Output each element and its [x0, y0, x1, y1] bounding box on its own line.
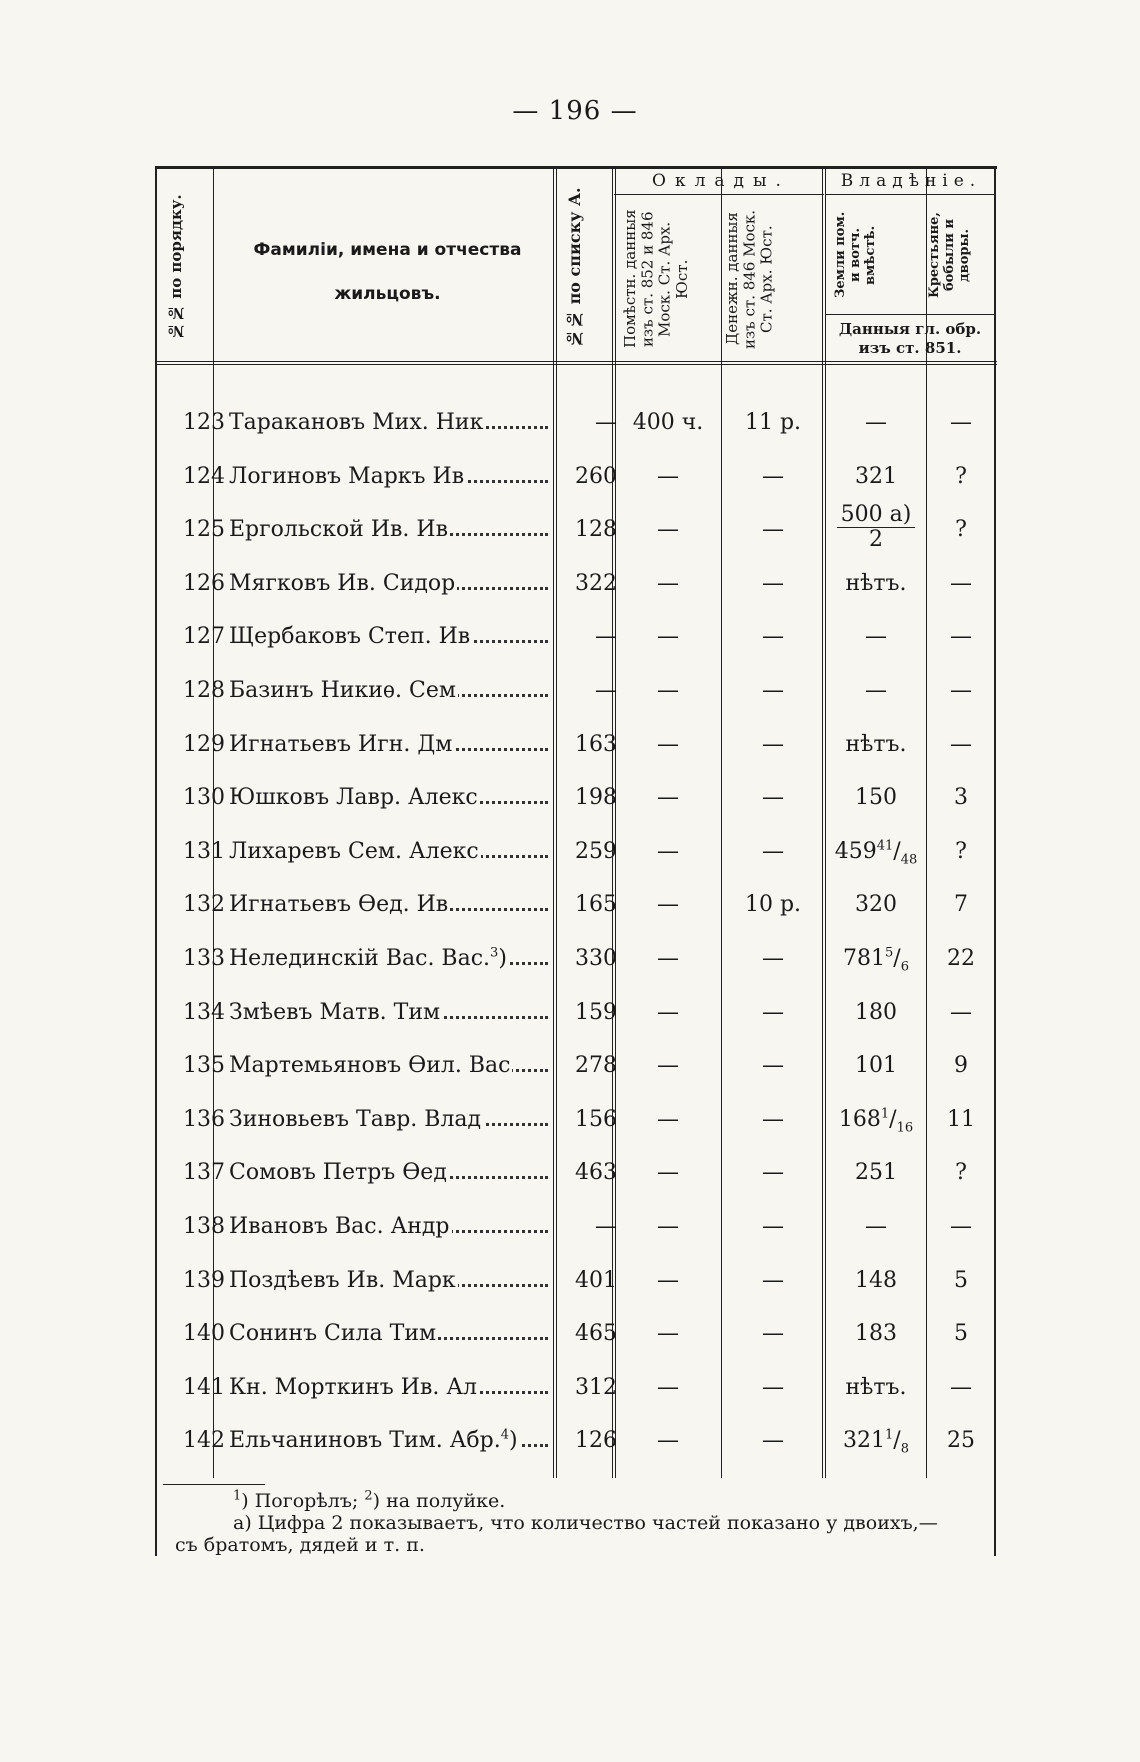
list-a-number: 198: [575, 785, 617, 811]
krestyane-value: ?: [955, 517, 967, 543]
list-a-number: —: [595, 410, 617, 435]
resident-name-text: [229, 892, 450, 917]
pomestn-oklad: —: [657, 463, 679, 489]
table-row: [155, 1043, 995, 1097]
denezh-oklad: —: [762, 678, 784, 703]
krestyane-value: 5: [954, 1267, 968, 1293]
resident-name-text: [229, 1107, 483, 1132]
resident-name: [229, 624, 554, 649]
krestyane-value: ?: [955, 1160, 967, 1186]
footnote-mark: 1: [233, 1488, 242, 1504]
list-a-number: 126: [575, 1428, 617, 1454]
resident-name-value: Мартемьяновъ Ѳил. Вас: [229, 1053, 511, 1079]
resident-name-value: Змѣевъ Матв. Тим: [229, 999, 441, 1025]
zemli-value: —: [865, 624, 887, 650]
pomestn-oklad: —: [657, 838, 679, 864]
footnote-a-line1: а) Цифра 2 показываетъ, что количество частей показано у двоихъ,—: [233, 1512, 938, 1534]
header-col-zemli: Земли пом. и вотч. вмѣстѣ.: [833, 211, 878, 299]
row-number: 132: [183, 892, 225, 918]
header-col-denezh: Денежн. данныя изъ ст. 846 Моск. Ст. Арх. Юст.: [723, 209, 776, 349]
pomestn-oklad: —: [657, 570, 679, 596]
pomestn-oklad: —: [657, 517, 679, 543]
table-row: [155, 990, 995, 1044]
krestyane-value: 22: [947, 946, 975, 971]
zemli-value: [825, 945, 927, 975]
resident-name: [229, 1000, 554, 1025]
pomestn-oklad: 400 ч.: [632, 410, 704, 435]
denezh-oklad: —: [762, 1428, 784, 1454]
krestyane-value: 5: [954, 1321, 968, 1347]
row-number: 142: [183, 1428, 225, 1454]
krestyane-value: —: [950, 1214, 972, 1239]
resident-name-text: [229, 464, 466, 489]
footnote-mark: 3: [490, 946, 499, 961]
zemli-value: нѣтъ.: [845, 570, 907, 596]
resident-name-value: Ельчаниновъ Тим. Абр.: [229, 1428, 501, 1454]
vladenie-group-rule: [826, 194, 994, 195]
pomestn-oklad: —: [657, 1428, 679, 1454]
resident-name-value: Сонинъ Сила Тим: [229, 1321, 437, 1347]
pomestn-oklad: —: [657, 1106, 679, 1132]
footnote-a-line2: съ братомъ, дядей и т. п.: [175, 1534, 425, 1556]
footnote-paren: ): [508, 1428, 518, 1454]
denezh-oklad: —: [762, 624, 784, 650]
zemli-numerator: 1: [885, 1428, 894, 1444]
resident-name: [229, 1321, 554, 1346]
resident-name: [229, 946, 554, 971]
denezh-oklad: —: [762, 517, 784, 543]
resident-name-text: [229, 1214, 452, 1239]
zemli-value: 320: [855, 892, 897, 918]
footnote-mark: 4: [500, 1428, 509, 1444]
resident-name-text: [229, 785, 480, 810]
list-a-number: 156: [575, 1106, 617, 1132]
resident-name-value: Игнатьевъ Ѳед. Ив: [229, 892, 449, 918]
zemli-denominator: 48: [900, 852, 918, 868]
table-row: [155, 614, 995, 668]
resident-name-text: [229, 1000, 442, 1025]
resident-name-text: [229, 732, 454, 757]
row-number: 128: [183, 678, 225, 703]
list-a-number: 463: [575, 1160, 617, 1186]
pomestn-oklad: —: [657, 946, 679, 971]
zemli-value: 148: [855, 1267, 897, 1293]
zemli-fraction: [837, 503, 916, 552]
footnote-text: ) Погорѣлъ;: [241, 1490, 365, 1512]
zemli-fraction-bottom: 2: [869, 527, 883, 553]
resident-name-text: [229, 678, 458, 703]
resident-name: [229, 732, 554, 757]
table-row: [155, 1418, 995, 1472]
resident-name: [229, 517, 554, 542]
table-top-border: [155, 166, 997, 169]
footnote-mark: 2: [364, 1488, 373, 1504]
zemli-whole: 459: [834, 838, 877, 864]
denezh-oklad: —: [762, 570, 784, 596]
row-number: 125: [183, 517, 225, 543]
pomestn-oklad: —: [657, 1160, 679, 1186]
table-row: [155, 829, 995, 883]
denezh-oklad: —: [762, 785, 784, 811]
footnote-rule: [163, 1484, 265, 1485]
list-a-number: 322: [575, 570, 617, 596]
pomestn-oklad: —: [657, 999, 679, 1025]
list-a-number: 163: [575, 731, 617, 757]
header-bottom-rule: [155, 361, 997, 365]
fraction-slash: /: [889, 1106, 897, 1132]
denezh-oklad: —: [762, 731, 784, 757]
list-a-number: 312: [575, 1374, 617, 1400]
resident-name: [229, 1268, 554, 1293]
resident-name: [229, 892, 554, 917]
resident-name-value: Логиновъ Маркъ Ив: [229, 463, 465, 489]
footnote-text: ) на полуйке.: [372, 1490, 506, 1512]
list-a-number: 330: [575, 946, 617, 971]
pomestn-oklad: —: [657, 892, 679, 918]
resident-name: [229, 410, 554, 435]
zemli-value: 101: [855, 1053, 897, 1079]
resident-name-text: [229, 1428, 520, 1453]
footnote-paren: ): [498, 946, 507, 971]
zemli-value: [825, 838, 927, 868]
table-row: [155, 668, 995, 722]
resident-name-value: Нелединскій Вас. Вас.: [229, 946, 491, 971]
resident-name: [229, 678, 554, 703]
denezh-oklad: —: [762, 946, 784, 971]
resident-name: [229, 464, 554, 489]
zemli-whole: 781: [843, 946, 885, 971]
krestyane-value: 25: [947, 1428, 975, 1454]
resident-name: [229, 1160, 554, 1185]
row-number: 129: [183, 731, 225, 757]
denezh-oklad: —: [762, 999, 784, 1025]
resident-name-text: [229, 839, 481, 864]
list-a-number: —: [595, 678, 617, 703]
resident-name-text: [229, 1375, 479, 1400]
pomestn-oklad: —: [657, 1374, 679, 1400]
table-row: [155, 561, 995, 615]
table-row: [155, 400, 995, 454]
row-number: 141: [183, 1374, 225, 1400]
resident-name-text: [229, 1053, 512, 1078]
denezh-oklad: 10 р.: [744, 892, 802, 918]
table-row: [155, 1150, 995, 1204]
zemli-denominator: 16: [896, 1120, 914, 1136]
zemli-numerator: 5: [885, 945, 894, 961]
table-row: [155, 775, 995, 829]
list-a-number: —: [595, 1214, 617, 1239]
zemli-value: 251: [855, 1160, 897, 1186]
resident-name-value: Зиновьевъ Тавр. Влад: [229, 1106, 482, 1132]
krestyane-value: —: [950, 410, 972, 435]
list-a-number: 259: [575, 838, 617, 864]
krestyane-value: 9: [954, 1053, 968, 1079]
resident-name: [229, 1428, 554, 1453]
footnote-1-2: [175, 1490, 990, 1512]
header-col-number: №№ по порядку.: [167, 194, 185, 341]
resident-name: [229, 1107, 554, 1132]
zemli-value: —: [865, 410, 887, 435]
row-number: 140: [183, 1321, 225, 1347]
krestyane-value: —: [950, 570, 972, 596]
denezh-oklad: —: [762, 1321, 784, 1347]
zemli-numerator: 41: [876, 838, 894, 854]
header-col-krestyane: Крестьяне, бобыли и дворы.: [927, 212, 972, 298]
row-number: 134: [183, 999, 225, 1025]
resident-name-text: [229, 410, 485, 435]
resident-name: [229, 785, 554, 810]
resident-name-value: Лихаревъ Сем. Алекс: [229, 838, 479, 864]
zemli-value: нѣтъ.: [845, 731, 907, 757]
fraction-slash: /: [893, 838, 901, 864]
row-number: 126: [183, 570, 225, 596]
list-a-number: 260: [575, 463, 617, 489]
resident-name-text: [229, 624, 472, 649]
table-row: [155, 1097, 995, 1151]
resident-name: [229, 839, 554, 864]
pomestn-oklad: —: [657, 1214, 679, 1239]
list-a-number: —: [595, 624, 617, 650]
krestyane-value: 7: [954, 892, 968, 918]
resident-name-value: Ергольской Ив. Ив: [229, 517, 448, 543]
resident-name: [229, 1375, 554, 1400]
table-row: [155, 882, 995, 936]
zemli-value: [825, 1106, 927, 1136]
resident-name-value: Кн. Морткинъ Ив. Ал: [229, 1374, 477, 1400]
header-group-oklady: Оклады.: [652, 171, 790, 191]
krestyane-value: ?: [955, 463, 967, 489]
krestyane-value: —: [950, 678, 972, 703]
pomestn-oklad: —: [657, 624, 679, 650]
row-number: 133: [183, 946, 225, 971]
resident-name: [229, 571, 554, 596]
list-a-number: 128: [575, 517, 617, 543]
resident-name-value: Игнатьевъ Игн. Дм: [229, 731, 453, 757]
denezh-oklad: —: [762, 1267, 784, 1293]
denezh-oklad: —: [762, 838, 784, 864]
resident-name-value: Базинъ Никиѳ. Сем: [229, 678, 456, 703]
resident-name-text: [229, 517, 450, 542]
krestyane-value: 11: [947, 1106, 975, 1132]
resident-name: [229, 1214, 554, 1239]
zemli-value: 180: [855, 999, 897, 1025]
resident-name-text: [229, 1268, 458, 1293]
denezh-oklad: 11 р.: [744, 410, 802, 435]
krestyane-value: —: [950, 624, 972, 650]
row-number: 138: [183, 1214, 225, 1239]
zemli-value: 183: [855, 1321, 897, 1347]
header-group-vladenie: Владѣніе.: [840, 171, 982, 191]
vladenie-sub-rule: [826, 314, 994, 315]
zemli-fraction-top: 500 а): [837, 503, 916, 528]
list-a-number: 401: [575, 1267, 617, 1293]
krestyane-value: 3: [954, 785, 968, 811]
table-row: [155, 1258, 995, 1312]
resident-name-value: Щербаковъ Степ. Ив: [229, 624, 471, 650]
zemli-numerator: 1: [880, 1106, 890, 1122]
resident-name-value: Сомовъ Петръ Ѳед: [229, 1160, 447, 1186]
resident-name-text: [229, 1321, 438, 1346]
row-number: 137: [183, 1160, 225, 1186]
list-a-number: 165: [575, 892, 617, 918]
pomestn-oklad: —: [657, 785, 679, 811]
row-number: 136: [183, 1106, 225, 1132]
zemli-value: [825, 502, 927, 566]
resident-name-value: Поздѣевъ Ив. Марк: [229, 1267, 456, 1293]
row-number: 131: [183, 838, 225, 864]
table-row: [155, 1365, 995, 1419]
table-row: [155, 936, 995, 990]
table-row: [155, 1311, 995, 1365]
list-a-number: 159: [575, 999, 617, 1025]
krestyane-value: ?: [955, 838, 967, 864]
header-col-pomestn: Помѣстн. данныя изъ ст. 852 и 846 Моск. Ст. Арх. Юст.: [621, 209, 691, 349]
footnotes: [175, 1490, 990, 1556]
resident-name-text: [229, 571, 457, 596]
zemli-value: [825, 1428, 927, 1457]
resident-name-text: [229, 1160, 449, 1185]
zemli-value: —: [865, 678, 887, 703]
zemli-denominator: 6: [900, 959, 909, 975]
zemli-whole: 168: [838, 1106, 881, 1132]
table-row: [155, 454, 995, 508]
fraction-slash: /: [893, 946, 901, 971]
header-col-names-line1: Фамиліи, имена и отчества: [253, 240, 522, 260]
resident-name-value: Юшковъ Лавр. Алекс: [229, 785, 478, 811]
row-number: 130: [183, 785, 225, 811]
denezh-oklad: —: [762, 1106, 784, 1132]
oklady-group-rule: [614, 194, 824, 195]
header-col-names-line2: жильцовъ.: [334, 284, 441, 304]
zemli-denominator: 8: [900, 1441, 909, 1457]
list-a-number: 278: [575, 1053, 617, 1079]
denezh-oklad: —: [762, 463, 784, 489]
header-col-list-a: №№ по списку А.: [565, 187, 584, 348]
pomestn-oklad: —: [657, 678, 679, 703]
resident-name-value: Ивановъ Вас. Андр: [229, 1214, 450, 1239]
denezh-oklad: —: [762, 1214, 784, 1239]
header-col-names: [225, 228, 550, 316]
resident-name-value: Мягковъ Ив. Сидор: [229, 570, 456, 596]
row-number: 124: [183, 463, 225, 489]
resident-name-text: [229, 946, 509, 971]
krestyane-value: —: [950, 731, 972, 757]
page-number: — 196 —: [512, 96, 638, 126]
denezh-oklad: —: [762, 1160, 784, 1186]
resident-name: [229, 1053, 554, 1078]
table-row: [155, 1204, 995, 1258]
table-row: [155, 502, 995, 561]
pomestn-oklad: —: [657, 1321, 679, 1347]
zemli-value: 150: [855, 785, 897, 811]
pomestn-oklad: —: [657, 1053, 679, 1079]
header-sub-dannye: Данныя гл. обр. изъ ст. 851.: [838, 320, 982, 357]
krestyane-value: —: [950, 1374, 972, 1400]
row-number: 127: [183, 624, 225, 650]
list-a-number: 465: [575, 1321, 617, 1347]
zemli-whole: 321: [843, 1428, 885, 1454]
row-number: 139: [183, 1267, 225, 1293]
denezh-oklad: —: [762, 1374, 784, 1400]
table-row: [155, 722, 995, 776]
krestyane-value: —: [950, 999, 972, 1025]
row-number: 123: [183, 410, 225, 435]
zemli-value: 321: [855, 463, 897, 489]
denezh-oklad: —: [762, 1053, 784, 1079]
fraction-slash: /: [893, 1428, 901, 1454]
pomestn-oklad: —: [657, 731, 679, 757]
zemli-value: —: [865, 1214, 887, 1239]
pomestn-oklad: —: [657, 1267, 679, 1293]
zemli-value: нѣтъ.: [845, 1374, 907, 1400]
resident-name-value: Таракановъ Мих. Ник: [229, 410, 484, 435]
row-number: 135: [183, 1053, 225, 1079]
